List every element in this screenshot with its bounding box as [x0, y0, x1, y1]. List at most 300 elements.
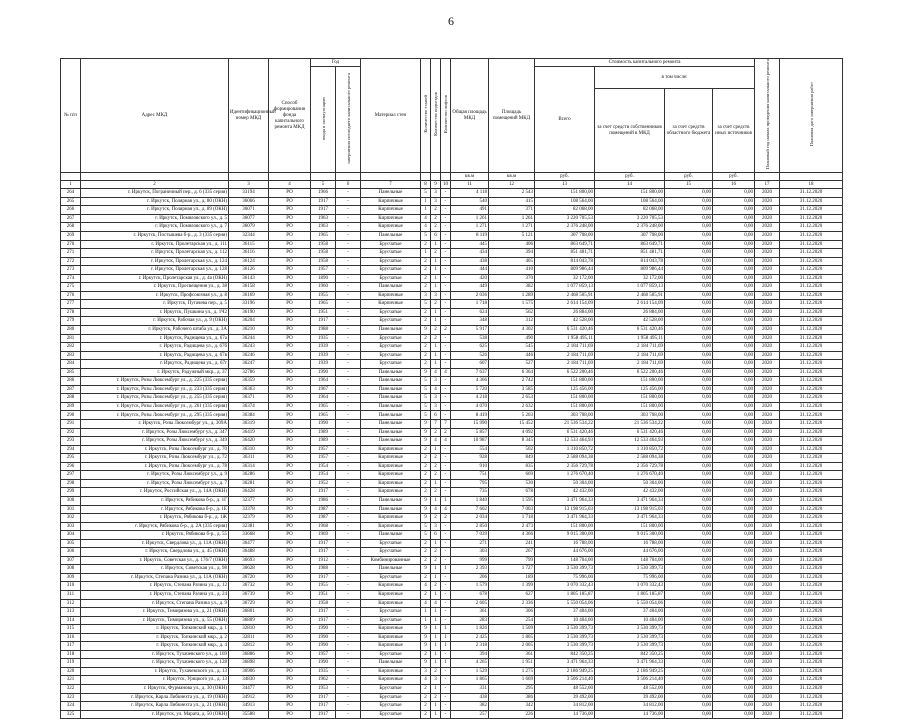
- cell-year-repair: -: [336, 257, 361, 266]
- cell-address: г. Иркутск, Помяловского ул., д. 7: [81, 223, 229, 232]
- cell-total-cost: 75 996,00: [535, 573, 595, 582]
- cell-lifts: 2: [441, 514, 451, 523]
- cell-owners-cost: 2 186 949,25: [595, 667, 665, 676]
- cell-floors: 1: [421, 197, 431, 206]
- cell-premises-area: 545: [489, 343, 535, 352]
- cell-other-cost: 0,00: [713, 197, 755, 206]
- cell-plan-end: 31.12.2020: [780, 573, 843, 582]
- cell-total-area: 8 419: [451, 411, 489, 420]
- cell-year-repair: -: [336, 608, 361, 617]
- cell-id: 36898: [229, 659, 269, 668]
- column-number-cell: 10: [441, 181, 451, 189]
- cell-premises-area: 2 005: [489, 642, 535, 651]
- cell-premises-area: 394: [489, 249, 535, 258]
- cell-lifts: -: [441, 702, 451, 711]
- cell-year-repair: -: [336, 676, 361, 685]
- cell-method: РО: [269, 232, 311, 241]
- cell-address: г. Иркутск, Розы Люксембург ул., д. 309А: [81, 420, 229, 429]
- cell-num: 314: [61, 616, 81, 625]
- cell-total-cost: 10 404,00: [535, 616, 595, 625]
- cell-total-area: 751: [451, 471, 489, 480]
- cell-total-cost: 42 432,00: [535, 488, 595, 497]
- cell-floors: 9: [421, 428, 431, 437]
- cell-regional-cost: 0,00: [665, 206, 713, 215]
- cell-owners-cost: 2 184 711,69: [595, 351, 665, 360]
- cell-year-commission: 1963: [311, 214, 336, 223]
- cell-num: 311: [61, 590, 81, 599]
- cell-premises-area: 267: [489, 548, 535, 557]
- cell-floors: 4: [421, 214, 431, 223]
- cell-method: РО: [269, 360, 311, 369]
- cell-owners-cost: 75 996,00: [595, 573, 665, 582]
- cell-id: 36244: [229, 334, 269, 343]
- cell-premises-area: 2 543: [489, 189, 535, 198]
- cell-material: Брусчатые: [361, 360, 421, 369]
- cell-lifts: -: [441, 488, 451, 497]
- cell-plan-year: 2020: [755, 223, 780, 232]
- col-floors-header: Количество этажей: [421, 59, 431, 173]
- cell-plan-end: 31.12.2020: [780, 454, 843, 463]
- cell-total-area: 5 857: [451, 428, 489, 437]
- cell-premises-area: 1 669: [489, 676, 535, 685]
- cell-total-cost: 3 070 332,43: [535, 582, 595, 591]
- cell-plan-year: 2020: [755, 650, 780, 659]
- table-row: [61, 445, 843, 454]
- cell-year-commission: 1935: [311, 334, 336, 343]
- cell-lifts: -: [441, 394, 451, 403]
- cell-material: Кирпичные: [361, 522, 421, 531]
- cell-total-cost: 82 068,00: [535, 206, 595, 215]
- cell-entrances: 4: [431, 385, 441, 394]
- cell-total-cost: 2 376 248,00: [535, 223, 595, 232]
- cell-address: г. Иркутск, Розы Люксембург ул., д. 7: [81, 479, 229, 488]
- cell-year-commission: 1939: [311, 343, 336, 352]
- cell-plan-end: 31.12.2020: [780, 394, 843, 403]
- cell-plan-end: 31.12.2020: [780, 479, 843, 488]
- cell-id: 36247: [229, 360, 269, 369]
- cell-regional-cost: 0,00: [665, 548, 713, 557]
- cell-regional-cost: 0,00: [665, 351, 713, 360]
- cell-material: Панельные: [361, 659, 421, 668]
- cell-entrances: 1: [431, 240, 441, 249]
- cell-entrances: 1: [431, 633, 441, 642]
- cell-plan-end: 31.12.2020: [780, 462, 843, 471]
- cell-regional-cost: 0,00: [665, 531, 713, 540]
- cell-year-repair: -: [336, 625, 361, 634]
- cell-premises-area: 1 951: [489, 659, 535, 668]
- cell-year-commission: 1957: [311, 266, 336, 275]
- cell-premises-area: 446: [489, 351, 535, 360]
- cell-plan-end: 31.12.2020: [780, 633, 843, 642]
- column-number-cell: 8: [421, 181, 431, 189]
- cell-regional-cost: 0,00: [665, 197, 713, 206]
- cell-id: 36314: [229, 462, 269, 471]
- cell-num: 287: [61, 385, 81, 394]
- col-address-header: Адрес МКД: [81, 59, 229, 173]
- cell-floors: 2: [421, 539, 431, 548]
- col-id-header: Идентификационный номер МКД: [229, 59, 269, 173]
- cell-address: г. Иркутск, Радищева ул., д. 67в: [81, 351, 229, 360]
- cell-total-area: 491: [451, 206, 489, 215]
- cell-method: РО: [269, 266, 311, 275]
- cell-entrances: 1: [431, 565, 441, 574]
- cell-plan-end: 31.12.2020: [780, 590, 843, 599]
- cell-floors: 9: [421, 437, 431, 446]
- cell-regional-cost: 0,00: [665, 608, 713, 617]
- cell-regional-cost: 0,00: [665, 488, 713, 497]
- cell-method: РО: [269, 223, 311, 232]
- cell-plan-end: 31.12.2020: [780, 206, 843, 215]
- cell-owners-cost: 842 350,25: [595, 650, 665, 659]
- cell-plan-end: 31.12.2020: [780, 300, 843, 309]
- table-row: [61, 368, 843, 377]
- cell-num: 324: [61, 702, 81, 711]
- cell-id: 36906: [229, 667, 269, 676]
- cell-entrances: 1: [431, 445, 441, 454]
- cell-lifts: -: [441, 471, 451, 480]
- cell-other-cost: 0,00: [713, 710, 755, 719]
- cell-floors: 2: [421, 479, 431, 488]
- cell-other-cost: 0,00: [713, 667, 755, 676]
- cell-num: 271: [61, 249, 81, 258]
- cell-year-commission: 1990: [311, 420, 336, 429]
- cell-total-cost: 44 676,00: [535, 548, 595, 557]
- cell-owners-cost: 151 800,00: [595, 522, 665, 531]
- cell-owners-cost: 5 550 054,06: [595, 599, 665, 608]
- cell-floors: 5: [421, 232, 431, 241]
- cell-year-commission: 1917: [311, 488, 336, 497]
- cell-year-repair: -: [336, 351, 361, 360]
- cell-regional-cost: 0,00: [665, 368, 713, 377]
- cell-regional-cost: 0,00: [665, 420, 713, 429]
- col-total-header: Всего: [535, 67, 595, 173]
- cell-premises-area: 1 399: [489, 582, 535, 591]
- cell-total-area: 7 602: [451, 505, 489, 514]
- cell-other-cost: 0,00: [713, 232, 755, 241]
- cell-total-cost: 2 356 729,78: [535, 462, 595, 471]
- table-row: [61, 599, 843, 608]
- cell-entrances: 2: [431, 471, 441, 480]
- cell-year-repair: -: [336, 702, 361, 711]
- cell-material: Брусчатые: [361, 249, 421, 258]
- cell-total-area: 999: [451, 556, 489, 565]
- cell-other-cost: 0,00: [713, 650, 755, 659]
- cell-lifts: -: [441, 343, 451, 352]
- column-number-cell: 3: [229, 181, 269, 189]
- cell-plan-year: 2020: [755, 616, 780, 625]
- cell-address: г. Иркутск, Розы Люксембург ул., д. 255 (335 серия): [81, 394, 229, 403]
- cell-plan-end: 31.12.2020: [780, 232, 843, 241]
- cell-address: г. Иркутск, Полярная ул., д. 89 (ОКН): [81, 206, 229, 215]
- cell-entrances: 1: [431, 308, 441, 317]
- cell-id: 33194: [229, 189, 269, 198]
- cell-owners-cost: 1 310 850,72: [595, 445, 665, 454]
- cell-num: 268: [61, 223, 81, 232]
- cell-method: РО: [269, 428, 311, 437]
- cell-regional-cost: 0,00: [665, 317, 713, 326]
- column-number-cell: 5: [311, 181, 336, 189]
- cell-plan-year: 2020: [755, 351, 780, 360]
- cell-total-cost: 48 552,00: [535, 684, 595, 693]
- cell-regional-cost: 0,00: [665, 283, 713, 292]
- cell-plan-end: 31.12.2020: [780, 599, 843, 608]
- table-row: [61, 437, 843, 446]
- table-row: [61, 402, 843, 411]
- cell-lifts: -: [441, 360, 451, 369]
- table-row: [61, 394, 843, 403]
- cell-other-cost: 0,00: [713, 420, 755, 429]
- cell-num: 276: [61, 291, 81, 300]
- cell-address: г. Иркутск, Профсоюзная ул., д. 8: [81, 291, 229, 300]
- cell-plan-end: 31.12.2020: [780, 240, 843, 249]
- cell-lifts: 1: [441, 642, 451, 651]
- cell-material: Кирпичные: [361, 206, 421, 215]
- col-lifts-header: Количество лифтов: [441, 59, 451, 173]
- cell-material: Панельные: [361, 437, 421, 446]
- cell-plan-end: 31.12.2020: [780, 710, 843, 719]
- cell-premises-area: 405: [489, 257, 535, 266]
- cell-other-cost: 0,00: [713, 590, 755, 599]
- cell-plan-end: 31.12.2020: [780, 317, 843, 326]
- cell-id: 36115: [229, 240, 269, 249]
- cell-method: РО: [269, 608, 311, 617]
- cell-year-repair: -: [336, 300, 361, 309]
- cell-year-repair: -: [336, 496, 361, 505]
- cell-regional-cost: 0,00: [665, 377, 713, 386]
- cell-plan-year: 2020: [755, 197, 780, 206]
- cell-total-area: 735: [451, 488, 489, 497]
- cell-id: 36071: [229, 206, 269, 215]
- cell-year-repair: -: [336, 573, 361, 582]
- cell-total-area: 607: [451, 360, 489, 369]
- cell-regional-cost: 0,00: [665, 223, 713, 232]
- table-row: [61, 710, 843, 719]
- cell-lifts: -: [441, 684, 451, 693]
- table-row: [61, 531, 843, 540]
- cell-lifts: -: [441, 300, 451, 309]
- cell-total-cost: 3 530 399,73: [535, 633, 595, 642]
- cell-floors: 2: [421, 334, 431, 343]
- cell-method: РО: [269, 659, 311, 668]
- cell-method: РО: [269, 385, 311, 394]
- cell-floors: 2: [421, 710, 431, 719]
- cell-year-repair: -: [336, 420, 361, 429]
- cell-owners-cost: 42 528,00: [595, 317, 665, 326]
- cell-other-cost: 0,00: [713, 445, 755, 454]
- col-cost-group-header: Стоимость капитального ремонта: [535, 59, 755, 67]
- cell-regional-cost: 0,00: [665, 702, 713, 711]
- cell-address: г. Иркутск, Рябикова б-р., д. 55: [81, 531, 229, 540]
- cell-method: РО: [269, 214, 311, 223]
- cell-year-commission: 1939: [311, 360, 336, 369]
- cell-owners-cost: 151 800,00: [595, 394, 665, 403]
- cell-material: Панельные: [361, 232, 421, 241]
- cell-other-cost: 0,00: [713, 411, 755, 420]
- cell-entrances: 2: [431, 693, 441, 702]
- cell-total-area: 624: [451, 308, 489, 317]
- cell-material: Брусчатые: [361, 308, 421, 317]
- cell-premises-area: 410: [489, 266, 535, 275]
- cell-other-cost: 0,00: [713, 308, 755, 317]
- cell-owners-cost: 3 530 399,73: [595, 642, 665, 651]
- cell-id: 36124: [229, 257, 269, 266]
- cell-owners-cost: 3 530 399,73: [595, 565, 665, 574]
- cell-plan-year: 2020: [755, 496, 780, 505]
- table-row: [61, 684, 843, 693]
- cell-year-commission: 1965: [311, 411, 336, 420]
- cell-floors: 2: [421, 684, 431, 693]
- cell-year-repair: -: [336, 693, 361, 702]
- cell-lifts: -: [441, 531, 451, 540]
- cell-regional-cost: 0,00: [665, 189, 713, 198]
- cell-num: 325: [61, 710, 81, 719]
- cell-regional-cost: 0,00: [665, 240, 713, 249]
- table-row: [61, 667, 843, 676]
- cell-owners-cost: 863 649,71: [595, 240, 665, 249]
- cell-address: г. Иркутск, Пролетарская ул., д. 124: [81, 257, 229, 266]
- cell-floors: 2: [421, 240, 431, 249]
- cell-address: г. Иркутск, Тухачевского ул., д. 169: [81, 650, 229, 659]
- cell-floors: 2: [421, 274, 431, 283]
- cell-floors: 5: [421, 300, 431, 309]
- column-number-cell: 11: [451, 181, 489, 189]
- col-other-header: за счет средств иных источников: [713, 89, 755, 173]
- cell-num: 301: [61, 505, 81, 514]
- cell-year-commission: 1963: [311, 223, 336, 232]
- cell-plan-year: 2020: [755, 582, 780, 591]
- cell-premises-area: 4 092: [489, 428, 535, 437]
- cell-plan-year: 2020: [755, 479, 780, 488]
- cell-premises-area: 1 805: [489, 633, 535, 642]
- cell-other-cost: 0,00: [713, 240, 755, 249]
- cell-regional-cost: 0,00: [665, 659, 713, 668]
- cell-plan-end: 31.12.2020: [780, 650, 843, 659]
- cell-owners-cost: 10 404,00: [595, 616, 665, 625]
- cell-owners-cost: 1 958 495,11: [595, 334, 665, 343]
- cell-address: г. Иркутск, Пролетарская ул., д. 128: [81, 266, 229, 275]
- cell-year-commission: 1955: [311, 582, 336, 591]
- cell-entrances: 1: [431, 274, 441, 283]
- cell-method: РО: [269, 394, 311, 403]
- cell-entrances: 1: [431, 360, 441, 369]
- cell-entrances: 1: [431, 266, 441, 275]
- cell-plan-end: 31.12.2020: [780, 385, 843, 394]
- cell-year-commission: 1917: [311, 702, 336, 711]
- cell-entrances: 2: [431, 223, 441, 232]
- cell-floors: 2: [421, 257, 431, 266]
- cell-total-cost: 3 530 399,73: [535, 625, 595, 634]
- cell-year-repair: -: [336, 642, 361, 651]
- cell-material: Брусчатые: [361, 334, 421, 343]
- cell-plan-end: 31.12.2020: [780, 684, 843, 693]
- cell-id: 33378: [229, 505, 269, 514]
- cell-premises-area: 370: [489, 274, 535, 283]
- cell-year-repair: -: [336, 197, 361, 206]
- cell-address: г. Иркутск, Тимирязева ул., д. 55 (ОКН): [81, 616, 229, 625]
- cell-floors: 5: [421, 402, 431, 411]
- cell-total-area: 348: [451, 317, 489, 326]
- cell-material: Брусчатые: [361, 702, 421, 711]
- cell-total-area: 2 850: [451, 522, 489, 531]
- cell-premises-area: 1 718: [489, 514, 535, 523]
- cell-material: Брусчатые: [361, 684, 421, 693]
- cell-num: 309: [61, 573, 81, 582]
- cell-id: 36079: [229, 223, 269, 232]
- cell-material: Брусчатые: [361, 608, 421, 617]
- unit-cell: руб.: [713, 173, 755, 181]
- cell-other-cost: 0,00: [713, 642, 755, 651]
- cell-year-commission: 1965: [311, 300, 336, 309]
- cell-method: РО: [269, 676, 311, 685]
- cell-plan-year: 2020: [755, 428, 780, 437]
- cell-plan-end: 31.12.2020: [780, 360, 843, 369]
- cell-owners-cost: 6 531 420,46: [595, 326, 665, 335]
- cell-total-cost: 863 649,71: [535, 240, 595, 249]
- cell-entrances: 3: [431, 197, 441, 206]
- table-row: [61, 240, 843, 249]
- cell-plan-year: 2020: [755, 454, 780, 463]
- cell-owners-cost: 851 481,71: [595, 249, 665, 258]
- cell-method: РО: [269, 582, 311, 591]
- cell-year-commission: 1962: [311, 676, 336, 685]
- cell-id: 36077: [229, 214, 269, 223]
- cell-floors: 2: [421, 462, 431, 471]
- cell-total-area: 4 070: [451, 402, 489, 411]
- cell-entrances: 1: [431, 650, 441, 659]
- cell-total-area: 438: [451, 693, 489, 702]
- cell-regional-cost: 0,00: [665, 334, 713, 343]
- cell-address: г. Иркутск, Розы Люксембург ул., д. 347: [81, 428, 229, 437]
- table-row: [61, 197, 843, 206]
- table-row: [61, 257, 843, 266]
- cell-regional-cost: 0,00: [665, 625, 713, 634]
- cell-regional-cost: 0,00: [665, 274, 713, 283]
- cell-owners-cost: 809 986,44: [595, 266, 665, 275]
- table-row: [61, 488, 843, 497]
- cell-entrances: 1: [431, 616, 441, 625]
- cell-premises-area: 295: [489, 684, 535, 693]
- cell-material: Брусчатые: [361, 343, 421, 352]
- cell-regional-cost: 0,00: [665, 599, 713, 608]
- cell-owners-cost: 34 812,00: [595, 702, 665, 711]
- cell-id: 32377: [229, 496, 269, 505]
- cell-material: Брусчатые: [361, 274, 421, 283]
- cell-total-area: 554: [451, 445, 489, 454]
- cell-total-area: 5 720: [451, 385, 489, 394]
- cell-year-commission: 1953: [311, 684, 336, 693]
- cell-other-cost: 0,00: [713, 599, 755, 608]
- cell-year-repair: -: [336, 488, 361, 497]
- cell-address: г. Иркутск, Топкинский мкр., д. 1: [81, 625, 229, 634]
- cell-total-area: 2 034: [451, 514, 489, 523]
- cell-plan-year: 2020: [755, 360, 780, 369]
- cell-year-repair: -: [336, 249, 361, 258]
- cell-address: г. Иркутск, Карла Либкнехта ул., д. 19 (ОКН): [81, 693, 229, 702]
- cell-entrances: 1: [431, 684, 441, 693]
- cell-total-cost: 1 958 495,11: [535, 334, 595, 343]
- cell-id: 36801: [229, 608, 269, 617]
- cell-floors: 2: [421, 548, 431, 557]
- cell-num: 313: [61, 608, 81, 617]
- cell-year-commission: 1965: [311, 402, 336, 411]
- cell-total-area: 8 119: [451, 232, 489, 241]
- cell-plan-end: 31.12.2020: [780, 420, 843, 429]
- cell-num: 269: [61, 232, 81, 241]
- cell-other-cost: 0,00: [713, 454, 755, 463]
- cell-floors: 2: [421, 556, 431, 565]
- cell-lifts: -: [441, 556, 451, 565]
- cell-id: 34477: [229, 684, 269, 693]
